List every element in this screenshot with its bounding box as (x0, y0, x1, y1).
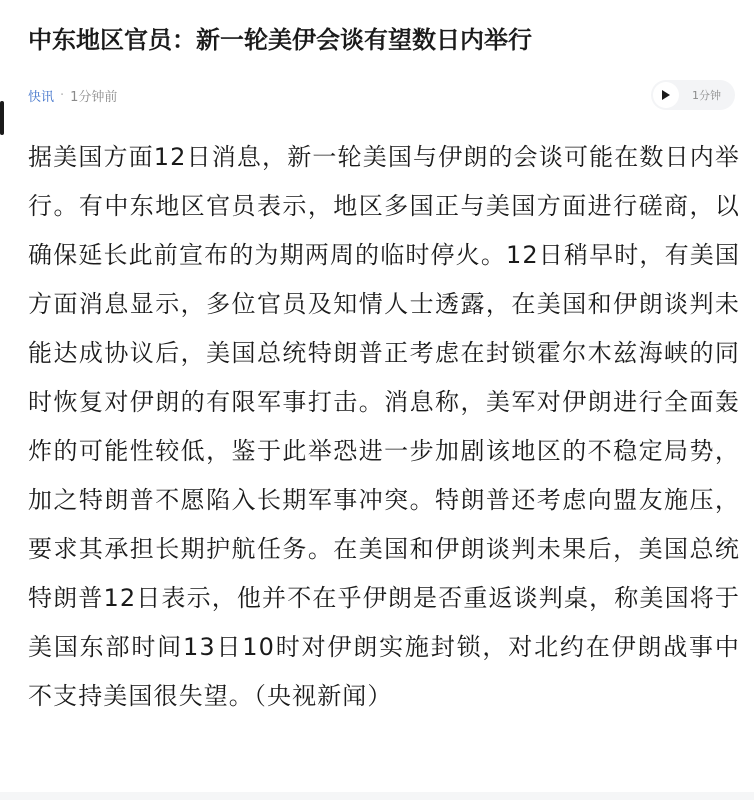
meta-separator: · (60, 87, 65, 103)
audio-duration: 1分钟 (692, 89, 721, 102)
source-link[interactable]: 快讯 (28, 89, 55, 105)
publish-time: 1分钟前 (70, 89, 118, 105)
bottom-divider (0, 792, 754, 800)
scroll-indicator[interactable] (0, 101, 4, 135)
article-title: 中东地区官员：新一轮美伊会谈有望数日内举行 (28, 26, 532, 54)
play-icon (653, 82, 679, 108)
listen-audio-button[interactable] (651, 80, 735, 110)
article-body: 据美国方面12日消息，新一轮美国与伊朗的会谈可能在数日内举行。有中东地区官员表示，地区多国正与美国方面进行磋商，以确保延长此前宣布的为期两周的临时停火。12日稍早时，有美国方面消息显示，多位官员及知情人士透露，在美国和伊朗谈判未能达成协议后，美国总统特朗普正考虑在封锁霍尔木兹海峡的同时恢复对伊朗的有限军事打击。消息称，美军对伊朗进行全面轰炸的可能性较低，鉴于此举恐进一步加剧该地区的不稳定局势，加之特朗普不愿陷入长期军事冲突。特朗普还考虑向盟友施压，要求其承担长期护航任务。在美国和伊朗谈判未果后，美国总统特朗普12日表示，他并不在乎伊朗是否重返谈判桌，称美国将于美国东部时间13日10时对伊朗实施封锁，对北约在伊朗战事中不支持美国很失望。（央视新闻） (28, 143, 740, 710)
article-meta (28, 84, 117, 106)
